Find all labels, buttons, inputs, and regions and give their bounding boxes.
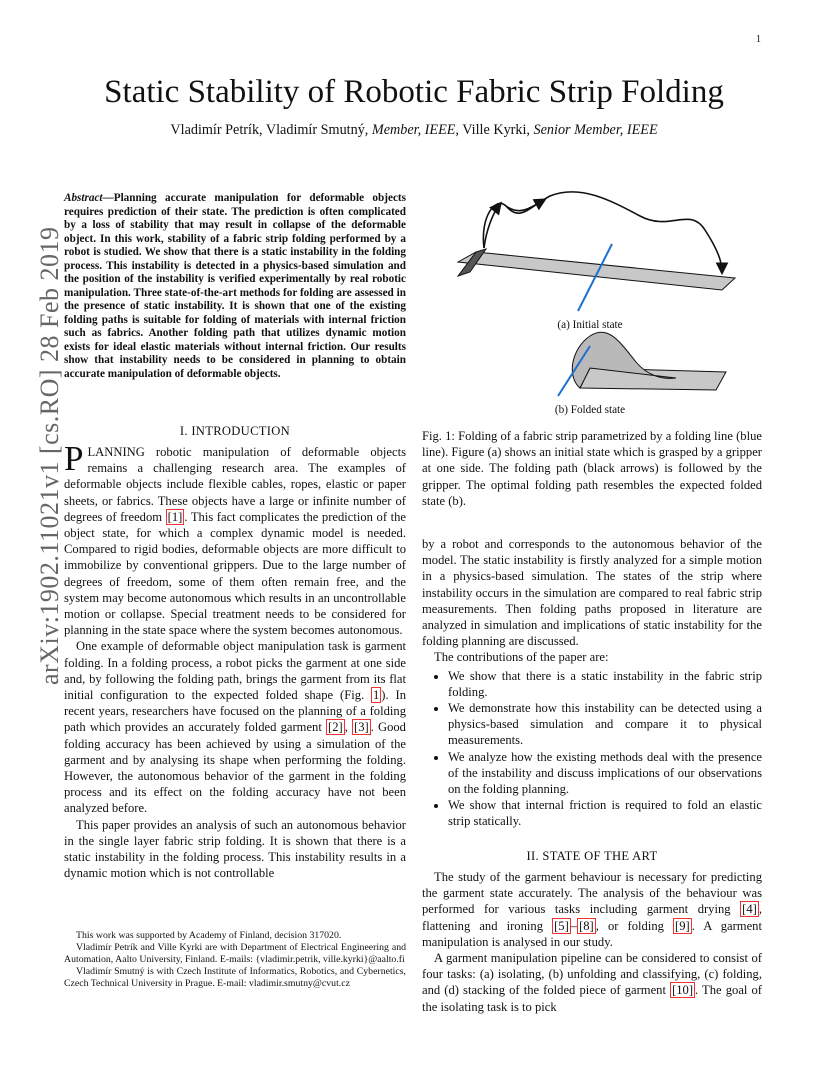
state-of-art-body	[422, 869, 762, 1015]
intro-paragraph-3: This paper provides an analysis of such an autonomous behavior in the single layer fabric strip folding. It is shown that there is a static instability in the folding process. This instability results in a dynamic motion which is not controllable	[64, 817, 406, 881]
citation-link[interactable]: [3]	[354, 720, 369, 735]
fabric-strip-initial	[458, 252, 735, 290]
footnote-funding: This work was supported by Academy of Finland, decision 317020.	[76, 930, 342, 941]
contributions-list	[422, 668, 762, 830]
state-of-art-paragraph-2: A garment manipulation pipeline can be considered to consist of four tasks: (a) isolating, (b) unfolding and classifying, (c) folding, and (d) stacking of the folded piece of garment [10] . The goal of the isolating task is to pick	[422, 951, 763, 1014]
footnote-affiliation-2: Vladimír Smutný is with Czech Institute of Informatics, Robotics, and Cybernetics, Czech Technical University in Prague. E-mail: vladimir.smutny@cvut.cz	[64, 966, 406, 989]
citation-link[interactable]: [10]	[672, 983, 694, 998]
abstract	[64, 192, 406, 381]
abstract-text: —Planning accurate manipulation for deformable objects requires prediction of their state. The prediction is often complicated by a loss of stability that may result in collapse of the deformable object. In this work, stability of a fabric strip folding performed by a robot is studied. We show that there is a static instability in the folding process. This instability is detected in a physics-based simulation and the position of the instability is verified experimentally by real robotic manipulation. Three state-of-the-art methods for folding are assessed in the presence of static instability. It is shown that one of the existing folding paths is suitable for folding of materials with internal friction such as fabrics. Another folding path that utilizes dynamic motion exists for ideal elastic materials without internal friction. Our results show that instability needs to be considered in planning to obtain accurate manipulation of deformable objects.	[64, 192, 406, 380]
subfigure-a-caption: (a) Initial state	[557, 319, 623, 331]
list-item: • We analyze how the existing methods deal with the presence of the instability and discuss implications of our observations on the folding planning.	[448, 749, 762, 798]
figure-1-illustration	[440, 186, 740, 406]
author-names-1: Vladimír Petrík, Vladimír Smutný,	[170, 122, 372, 138]
list-item: • We demonstrate how this instability can be detected using a physics-based simulation and compare it to physical measurements.	[448, 700, 762, 749]
right-paragraph-1: by a robot and corresponds to the autonomous behavior of the model. The static instability is firstly analyzed for a simple motion in a physics-based simulation. The states of the strip where instability occurs in the simulation are compared to real fabric strip measurements. Then folding paths proposed in literature are analyzed in simulation and implications of static instability for the folding planning are discussed.	[422, 537, 762, 649]
state-of-art-paragraph-1: The study of the garment behaviour is necessary for predicting the garment state accurately. The analysis of the behaviour was performed for various tasks including garment drying [4] , flattening and ironing [5] – [8] , or folding [9] . A garment manipulation is analysed in our study.	[422, 870, 762, 949]
list-item: • We show that there is a static instability in the fabric strip folding.	[448, 668, 762, 700]
author-role-2: Senior Member, IEEE	[533, 122, 658, 138]
drop-cap: P	[64, 439, 84, 478]
right-column-body	[422, 536, 762, 830]
section-heading-state-of-the-art: II. STATE OF THE ART	[526, 849, 658, 863]
abstract-label: Abstract	[64, 192, 103, 204]
citation-link[interactable]: [8]	[579, 918, 594, 933]
citation-link[interactable]: [1]	[167, 509, 183, 524]
author-role-1: Member, IEEE,	[371, 122, 459, 138]
fabric-strip-folded-bottom	[580, 368, 726, 390]
citation-link[interactable]: [5]	[554, 918, 569, 933]
intro-body	[64, 439, 407, 881]
page-number: 1	[756, 34, 761, 45]
paper-title: Static Stability of Robotic Fabric Strip Folding	[104, 74, 724, 110]
contributions-intro: The contributions of the paper are:	[434, 650, 609, 665]
intro-paragraph-2: One example of deformable object manipulation task is garment folding. In a folding process, a robot picks the garment at one side and, by following the folding path, brings the garment from its flat initial configuration to the expected folded shape (Fig. 1 ). In recent years, researchers have focused on the planning of a folding path which provides an accurately folded garment [2] , [3] . Good folding accuracy has been achieved by using a simulation of the garment and by analysing its shape when performing the folding. However, the autonomous behavior of the garment in the folding process and its effect on the folding accuracy have not been analyzed before.	[64, 639, 406, 816]
figure-link[interactable]: 1	[373, 688, 380, 703]
arxiv-stamp: arXiv:1902.11021v1 [cs.RO] 28 Feb 2019	[35, 226, 64, 685]
section-heading-introduction: I. INTRODUCTION	[179, 424, 291, 438]
subfigure-b-caption: (b) Folded state	[554, 404, 626, 416]
author-list	[60, 122, 768, 139]
author-names-2: Ville Kyrki,	[458, 122, 534, 138]
citation-link[interactable]: [9]	[675, 918, 690, 933]
footnotes	[64, 930, 406, 990]
intro-paragraph-1: PLANNING robotic manipulation of deformable objects remains a challenging research area. The examples of deformable objects include flexible cables, ropes, elastic or paper sheets, or fabrics. These objects have a large or infinite number of degrees of freedom [1] . This fact complicates the prediction of the object state, for which a complex dynamic model is needed. Compared to rigid bodies, deformable objects are more difficult to immobilize by conventional grippers. Due to the large number of degrees of freedom, some of them often remain free, and the system may become autonomous which results in an uncontrollable motion or collapse. Special treatment needs to be considered for planning in the state space where the system becomes autonomous.	[64, 439, 407, 638]
list-item: • We show that internal friction is required to fold an elastic strip statically.	[448, 797, 762, 829]
figure-1-caption: Fig. 1: Folding of a fabric strip parametrized by a folding line (blue line). Figure (a) shows an initial state which is grasped by a gripper at one side. The folding path (black arrows) is followed by the gripper. The optimal folding path resembles the expected folded state (b).	[422, 429, 762, 508]
citation-link[interactable]: [4]	[742, 902, 757, 917]
citation-link[interactable]: [2]	[328, 720, 343, 735]
footnote-affiliation-1: Vladimír Petrík and Ville Kyrki are with Department of Electrical Engineering and Automation, Aalto University, Finland. E-mails: {vladimir.petrik, ville.kyrki}@aalto.fi	[64, 942, 406, 965]
